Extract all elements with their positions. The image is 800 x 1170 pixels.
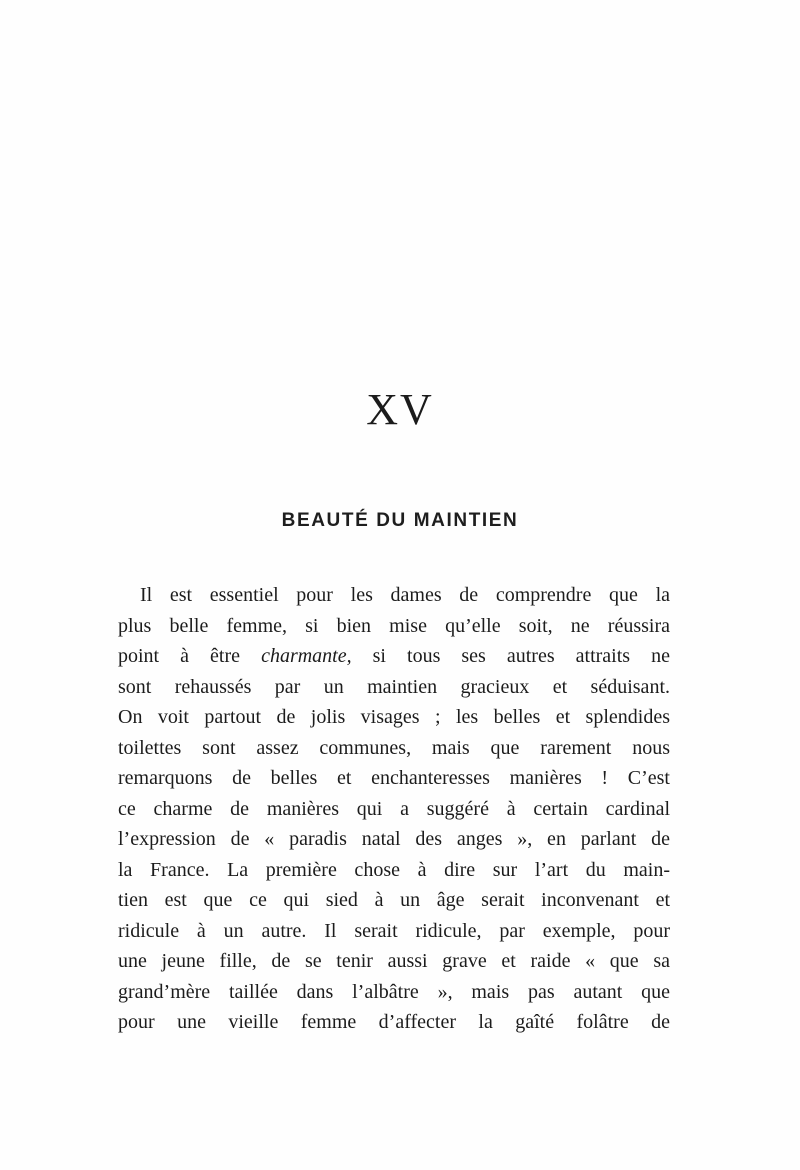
text-segment: point à être [118,645,262,667]
text-line: On voit partout de jolis visages ; les belles et splendides [118,706,670,728]
text-line: la France. La première chose à dire sur l’art du main- [118,858,670,881]
text-line: sont rehaussés par un maintien gracieux et séduisant. [118,675,670,698]
chapter-number: XV [366,385,434,434]
text-line: une jeune fille, de se tenir aussi grave et raide « que sa [118,950,670,972]
text-line: toilettes sont assez communes, mais que rarement nous [118,736,670,759]
text-line: pour une vieille femme d’affecter la gaîté folâtre de [118,1011,670,1033]
text-line: grand’mère taillée dans l’albâtre », mais pas autant que [118,980,670,1003]
text-line: Il est essentiel pour les dames de comprendre que la [140,584,670,606]
text-line: ce charme de manières qui a suggéré à certain cardinal [118,797,670,820]
text-line: plus belle femme, si bien mise qu’elle soit, ne réussira [118,614,670,637]
text-line: ridicule à un autre. Il serait ridicule, par exemple, pour [118,919,670,942]
text-line [118,641,670,672]
text-line: remarquons de belles et enchanteresses manières ! C’est [118,767,670,789]
text-segment: si tous ses autres attraits ne [351,645,670,667]
chapter-title: BEAUTÉ DU MAINTIEN [281,510,519,531]
text-line: tien est que ce qui sied à un âge serait inconvenant et [118,889,670,911]
italic-word: charmante, [261,645,352,667]
paragraph [118,580,670,1038]
text-line: l’expression de « paradis natal des anges », en parlant de [118,828,670,850]
